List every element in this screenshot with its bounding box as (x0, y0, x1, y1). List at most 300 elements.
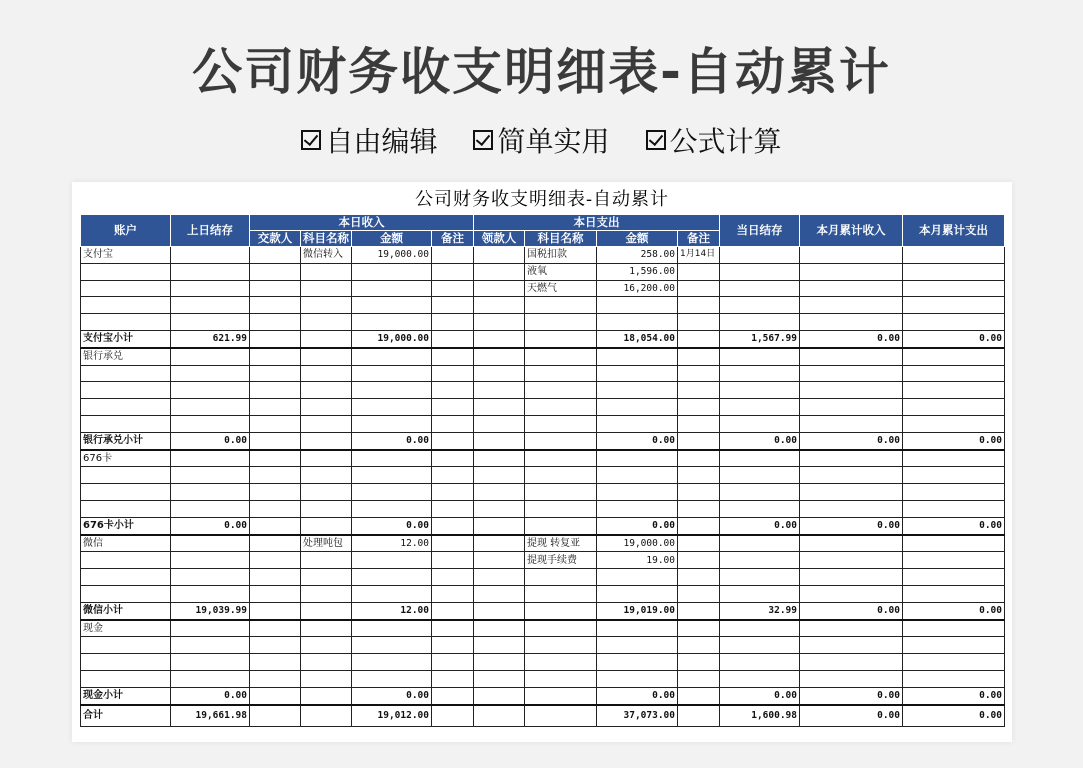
table-cell[interactable] (597, 569, 678, 586)
table-cell[interactable] (525, 348, 597, 365)
table-cell[interactable] (597, 415, 678, 432)
table-cell[interactable] (81, 552, 171, 569)
table-cell[interactable] (432, 705, 474, 727)
table-cell[interactable] (474, 620, 525, 637)
table-cell[interactable] (81, 263, 171, 280)
table-cell[interactable] (720, 450, 800, 467)
table-cell[interactable] (525, 500, 597, 517)
table-cell[interactable]: 0.00 (800, 330, 903, 347)
table-cell[interactable] (678, 348, 720, 365)
table-cell[interactable] (720, 399, 800, 416)
table-cell[interactable] (250, 330, 301, 347)
table-cell[interactable] (903, 415, 1005, 432)
table-cell[interactable] (301, 569, 352, 586)
table-cell[interactable] (525, 517, 597, 534)
table-cell[interactable] (301, 620, 352, 637)
table-cell[interactable]: 258.00 (597, 247, 678, 264)
table-cell[interactable] (171, 569, 250, 586)
table-cell[interactable]: 微信 (81, 535, 171, 552)
table-cell[interactable] (474, 535, 525, 552)
table-cell[interactable]: 银行承兑 (81, 348, 171, 365)
table-cell[interactable] (432, 517, 474, 534)
table-cell[interactable] (800, 382, 903, 399)
table-cell[interactable] (800, 585, 903, 602)
table-cell[interactable] (352, 500, 432, 517)
table-cell[interactable] (81, 297, 171, 314)
table-cell[interactable] (352, 348, 432, 365)
table-cell[interactable] (903, 382, 1005, 399)
table-cell[interactable] (352, 399, 432, 416)
table-cell[interactable] (800, 297, 903, 314)
table-cell[interactable] (903, 670, 1005, 687)
table-cell[interactable] (903, 365, 1005, 382)
table-cell[interactable] (432, 552, 474, 569)
table-cell[interactable]: 1月14日 (678, 247, 720, 264)
table-cell[interactable] (720, 348, 800, 365)
table-cell[interactable]: 18,054.00 (597, 330, 678, 347)
table-cell[interactable] (720, 654, 800, 671)
table-cell[interactable]: 19,019.00 (597, 602, 678, 619)
table-cell[interactable] (352, 569, 432, 586)
table-cell[interactable] (597, 365, 678, 382)
table-cell[interactable]: 银行承兑小计 (81, 432, 171, 449)
table-cell[interactable] (474, 432, 525, 449)
table-cell[interactable] (250, 382, 301, 399)
table-cell[interactable] (678, 517, 720, 534)
table-cell[interactable] (800, 637, 903, 654)
table-cell[interactable] (597, 399, 678, 416)
table-cell[interactable] (678, 654, 720, 671)
table-cell[interactable]: 0.00 (352, 432, 432, 449)
table-cell[interactable] (301, 399, 352, 416)
table-cell[interactable]: 0.00 (903, 432, 1005, 449)
table-cell[interactable] (474, 415, 525, 432)
table-cell[interactable] (597, 670, 678, 687)
table-cell[interactable] (432, 687, 474, 704)
table-cell[interactable] (250, 637, 301, 654)
table-cell[interactable] (678, 314, 720, 331)
table-cell[interactable] (720, 382, 800, 399)
table-cell[interactable] (474, 314, 525, 331)
table-cell[interactable] (720, 552, 800, 569)
table-cell[interactable] (525, 314, 597, 331)
table-cell[interactable]: 提现手续费 (525, 552, 597, 569)
table-cell[interactable] (81, 382, 171, 399)
table-cell[interactable] (474, 687, 525, 704)
table-cell[interactable] (432, 432, 474, 449)
table-cell[interactable] (720, 280, 800, 297)
table-cell[interactable] (250, 705, 301, 727)
table-cell[interactable] (352, 415, 432, 432)
table-cell[interactable] (250, 297, 301, 314)
table-cell[interactable] (250, 517, 301, 534)
table-cell[interactable] (432, 280, 474, 297)
table-cell[interactable]: 天燃气 (525, 280, 597, 297)
table-cell[interactable] (903, 500, 1005, 517)
table-cell[interactable] (903, 585, 1005, 602)
table-cell[interactable] (250, 602, 301, 619)
table-cell[interactable]: 0.00 (903, 517, 1005, 534)
table-cell[interactable] (171, 348, 250, 365)
table-cell[interactable] (678, 585, 720, 602)
table-cell[interactable] (352, 382, 432, 399)
table-cell[interactable]: 0.00 (171, 517, 250, 534)
table-cell[interactable] (250, 670, 301, 687)
table-cell[interactable] (720, 484, 800, 501)
table-cell[interactable] (250, 399, 301, 416)
table-cell[interactable] (352, 467, 432, 484)
table-cell[interactable] (597, 620, 678, 637)
table-cell[interactable] (301, 365, 352, 382)
table-cell[interactable] (678, 602, 720, 619)
table-cell[interactable]: 1,567.99 (720, 330, 800, 347)
table-cell[interactable]: 支付宝小计 (81, 330, 171, 347)
table-cell[interactable]: 37,073.00 (597, 705, 678, 727)
table-cell[interactable] (474, 382, 525, 399)
table-cell[interactable] (720, 535, 800, 552)
table-cell[interactable] (597, 297, 678, 314)
table-cell[interactable] (720, 500, 800, 517)
table-cell[interactable] (525, 450, 597, 467)
table-cell[interactable]: 0.00 (903, 330, 1005, 347)
table-cell[interactable] (525, 602, 597, 619)
table-cell[interactable] (250, 467, 301, 484)
table-cell[interactable]: 0.00 (800, 432, 903, 449)
table-cell[interactable] (474, 297, 525, 314)
table-cell[interactable] (474, 280, 525, 297)
table-cell[interactable] (597, 585, 678, 602)
table-cell[interactable] (171, 399, 250, 416)
table-cell[interactable] (525, 585, 597, 602)
table-cell[interactable]: 0.00 (800, 517, 903, 534)
table-cell[interactable] (432, 247, 474, 264)
table-cell[interactable]: 19,012.00 (352, 705, 432, 727)
table-cell[interactable] (432, 263, 474, 280)
table-cell[interactable] (474, 399, 525, 416)
table-cell[interactable] (678, 415, 720, 432)
table-cell[interactable] (678, 450, 720, 467)
table-cell[interactable] (525, 705, 597, 727)
table-cell[interactable] (250, 415, 301, 432)
table-cell[interactable] (678, 280, 720, 297)
table-cell[interactable] (525, 620, 597, 637)
table-cell[interactable] (171, 552, 250, 569)
table-cell[interactable] (525, 670, 597, 687)
table-cell[interactable] (171, 500, 250, 517)
table-cell[interactable]: 12.00 (352, 602, 432, 619)
table-cell[interactable] (474, 602, 525, 619)
table-cell[interactable] (171, 670, 250, 687)
table-cell[interactable] (903, 314, 1005, 331)
table-cell[interactable]: 19,039.99 (171, 602, 250, 619)
table-cell[interactable] (301, 637, 352, 654)
table-cell[interactable] (720, 314, 800, 331)
table-cell[interactable] (903, 569, 1005, 586)
table-cell[interactable] (250, 280, 301, 297)
table-cell[interactable] (301, 517, 352, 534)
table-cell[interactable] (800, 467, 903, 484)
table-cell[interactable] (678, 467, 720, 484)
table-cell[interactable] (800, 552, 903, 569)
table-cell[interactable]: 国税扣款 (525, 247, 597, 264)
table-cell[interactable] (800, 450, 903, 467)
table-cell[interactable] (678, 500, 720, 517)
table-cell[interactable] (800, 670, 903, 687)
table-cell[interactable] (81, 654, 171, 671)
table-cell[interactable]: 提现 转复亚 (525, 535, 597, 552)
table-cell[interactable] (903, 247, 1005, 264)
table-cell[interactable] (800, 654, 903, 671)
table-cell[interactable] (678, 687, 720, 704)
table-cell[interactable] (250, 432, 301, 449)
table-cell[interactable] (250, 484, 301, 501)
table-cell[interactable] (301, 687, 352, 704)
table-cell[interactable] (301, 314, 352, 331)
table-cell[interactable] (474, 585, 525, 602)
table-cell[interactable] (678, 620, 720, 637)
table-cell[interactable] (597, 654, 678, 671)
table-cell[interactable] (525, 399, 597, 416)
table-cell[interactable] (301, 348, 352, 365)
table-cell[interactable]: 19,000.00 (352, 330, 432, 347)
table-cell[interactable] (171, 467, 250, 484)
table-cell[interactable] (250, 535, 301, 552)
table-cell[interactable] (474, 330, 525, 347)
table-cell[interactable] (432, 637, 474, 654)
table-cell[interactable] (352, 450, 432, 467)
table-cell[interactable]: 微信转入 (301, 247, 352, 264)
table-cell[interactable] (720, 637, 800, 654)
table-cell[interactable] (171, 297, 250, 314)
table-cell[interactable] (432, 348, 474, 365)
table-cell[interactable] (903, 484, 1005, 501)
table-cell[interactable] (81, 399, 171, 416)
table-cell[interactable] (800, 535, 903, 552)
table-cell[interactable] (474, 484, 525, 501)
table-cell[interactable] (432, 450, 474, 467)
table-cell[interactable] (171, 314, 250, 331)
table-cell[interactable] (678, 432, 720, 449)
table-cell[interactable] (597, 637, 678, 654)
table-cell[interactable] (171, 415, 250, 432)
table-cell[interactable]: 支付宝 (81, 247, 171, 264)
table-cell[interactable]: 合计 (81, 705, 171, 727)
table-cell[interactable] (171, 263, 250, 280)
table-cell[interactable] (474, 450, 525, 467)
table-cell[interactable] (171, 585, 250, 602)
table-cell[interactable] (171, 535, 250, 552)
table-cell[interactable] (171, 247, 250, 264)
table-cell[interactable] (597, 348, 678, 365)
table-cell[interactable] (81, 467, 171, 484)
table-cell[interactable] (720, 415, 800, 432)
table-cell[interactable] (81, 280, 171, 297)
table-cell[interactable] (301, 552, 352, 569)
table-cell[interactable]: 0.00 (171, 432, 250, 449)
table-cell[interactable] (432, 382, 474, 399)
table-cell[interactable] (250, 569, 301, 586)
table-cell[interactable] (678, 484, 720, 501)
table-cell[interactable] (525, 654, 597, 671)
table-cell[interactable] (720, 365, 800, 382)
table-cell[interactable] (432, 467, 474, 484)
table-cell[interactable]: 0.00 (352, 687, 432, 704)
table-cell[interactable] (250, 348, 301, 365)
table-cell[interactable] (81, 484, 171, 501)
table-cell[interactable] (720, 247, 800, 264)
table-cell[interactable]: 621.99 (171, 330, 250, 347)
table-cell[interactable] (678, 637, 720, 654)
table-cell[interactable] (171, 484, 250, 501)
table-cell[interactable] (474, 637, 525, 654)
table-cell[interactable] (301, 500, 352, 517)
table-cell[interactable] (903, 348, 1005, 365)
table-cell[interactable] (171, 280, 250, 297)
table-cell[interactable] (474, 654, 525, 671)
table-cell[interactable] (81, 500, 171, 517)
table-cell[interactable] (903, 450, 1005, 467)
table-cell[interactable] (250, 552, 301, 569)
table-cell[interactable] (800, 399, 903, 416)
table-cell[interactable] (171, 450, 250, 467)
table-cell[interactable] (800, 500, 903, 517)
table-cell[interactable] (597, 484, 678, 501)
table-cell[interactable] (678, 263, 720, 280)
table-cell[interactable] (474, 467, 525, 484)
table-cell[interactable] (301, 602, 352, 619)
table-cell[interactable] (525, 382, 597, 399)
table-cell[interactable] (352, 484, 432, 501)
table-cell[interactable]: 19,000.00 (352, 247, 432, 264)
table-cell[interactable]: 19,000.00 (597, 535, 678, 552)
table-cell[interactable] (432, 330, 474, 347)
table-cell[interactable] (800, 620, 903, 637)
table-cell[interactable] (301, 654, 352, 671)
table-cell[interactable] (432, 365, 474, 382)
table-cell[interactable] (525, 569, 597, 586)
table-cell[interactable] (720, 297, 800, 314)
table-cell[interactable] (474, 705, 525, 727)
table-cell[interactable] (597, 382, 678, 399)
table-cell[interactable] (352, 263, 432, 280)
table-cell[interactable] (171, 637, 250, 654)
table-cell[interactable] (800, 348, 903, 365)
table-cell[interactable]: 0.00 (171, 687, 250, 704)
table-cell[interactable] (301, 330, 352, 347)
table-cell[interactable] (81, 415, 171, 432)
table-cell[interactable] (903, 467, 1005, 484)
table-cell[interactable] (250, 263, 301, 280)
table-cell[interactable] (474, 517, 525, 534)
table-cell[interactable] (720, 467, 800, 484)
table-cell[interactable] (352, 670, 432, 687)
table-cell[interactable] (474, 500, 525, 517)
table-cell[interactable] (301, 585, 352, 602)
table-cell[interactable] (250, 620, 301, 637)
table-cell[interactable] (474, 365, 525, 382)
table-cell[interactable] (474, 569, 525, 586)
table-cell[interactable] (678, 330, 720, 347)
table-cell[interactable] (301, 263, 352, 280)
table-cell[interactable] (250, 365, 301, 382)
table-cell[interactable] (474, 263, 525, 280)
table-cell[interactable] (352, 280, 432, 297)
table-cell[interactable] (800, 415, 903, 432)
table-cell[interactable] (525, 365, 597, 382)
table-cell[interactable] (525, 637, 597, 654)
table-cell[interactable] (171, 620, 250, 637)
table-cell[interactable]: 0.00 (800, 602, 903, 619)
table-cell[interactable] (301, 432, 352, 449)
table-cell[interactable] (903, 280, 1005, 297)
table-cell[interactable] (597, 450, 678, 467)
table-cell[interactable]: 微信小计 (81, 602, 171, 619)
table-cell[interactable] (678, 569, 720, 586)
table-cell[interactable]: 1,596.00 (597, 263, 678, 280)
table-cell[interactable] (432, 484, 474, 501)
table-cell[interactable] (474, 247, 525, 264)
table-cell[interactable] (525, 415, 597, 432)
table-cell[interactable] (597, 467, 678, 484)
table-cell[interactable]: 0.00 (352, 517, 432, 534)
table-cell[interactable] (525, 687, 597, 704)
table-cell[interactable] (800, 569, 903, 586)
table-cell[interactable] (903, 552, 1005, 569)
table-cell[interactable] (903, 637, 1005, 654)
table-cell[interactable] (800, 484, 903, 501)
table-cell[interactable] (250, 500, 301, 517)
table-cell[interactable] (800, 247, 903, 264)
table-cell[interactable]: 0.00 (903, 687, 1005, 704)
table-cell[interactable] (301, 670, 352, 687)
table-cell[interactable] (171, 654, 250, 671)
table-cell[interactable]: 0.00 (597, 687, 678, 704)
table-cell[interactable] (597, 500, 678, 517)
table-cell[interactable] (171, 382, 250, 399)
table-cell[interactable] (250, 687, 301, 704)
table-cell[interactable] (171, 365, 250, 382)
table-cell[interactable] (301, 280, 352, 297)
table-cell[interactable] (250, 654, 301, 671)
table-cell[interactable] (352, 552, 432, 569)
table-cell[interactable] (250, 450, 301, 467)
table-cell[interactable] (301, 450, 352, 467)
table-cell[interactable] (903, 620, 1005, 637)
table-cell[interactable]: 0.00 (597, 517, 678, 534)
table-cell[interactable] (678, 382, 720, 399)
table-cell[interactable] (81, 365, 171, 382)
table-cell[interactable]: 0.00 (597, 432, 678, 449)
table-cell[interactable]: 0.00 (800, 687, 903, 704)
table-cell[interactable] (903, 297, 1005, 314)
table-cell[interactable]: 0.00 (903, 602, 1005, 619)
table-cell[interactable] (81, 569, 171, 586)
table-cell[interactable]: 现金 (81, 620, 171, 637)
table-cell[interactable]: 1,600.98 (720, 705, 800, 727)
table-cell[interactable] (81, 314, 171, 331)
table-cell[interactable] (81, 670, 171, 687)
table-cell[interactable] (525, 432, 597, 449)
table-cell[interactable] (525, 297, 597, 314)
table-cell[interactable] (352, 297, 432, 314)
table-cell[interactable] (432, 415, 474, 432)
table-cell[interactable] (432, 654, 474, 671)
table-cell[interactable] (678, 365, 720, 382)
table-cell[interactable] (474, 552, 525, 569)
table-cell[interactable] (432, 314, 474, 331)
table-cell[interactable] (432, 500, 474, 517)
table-cell[interactable] (474, 670, 525, 687)
